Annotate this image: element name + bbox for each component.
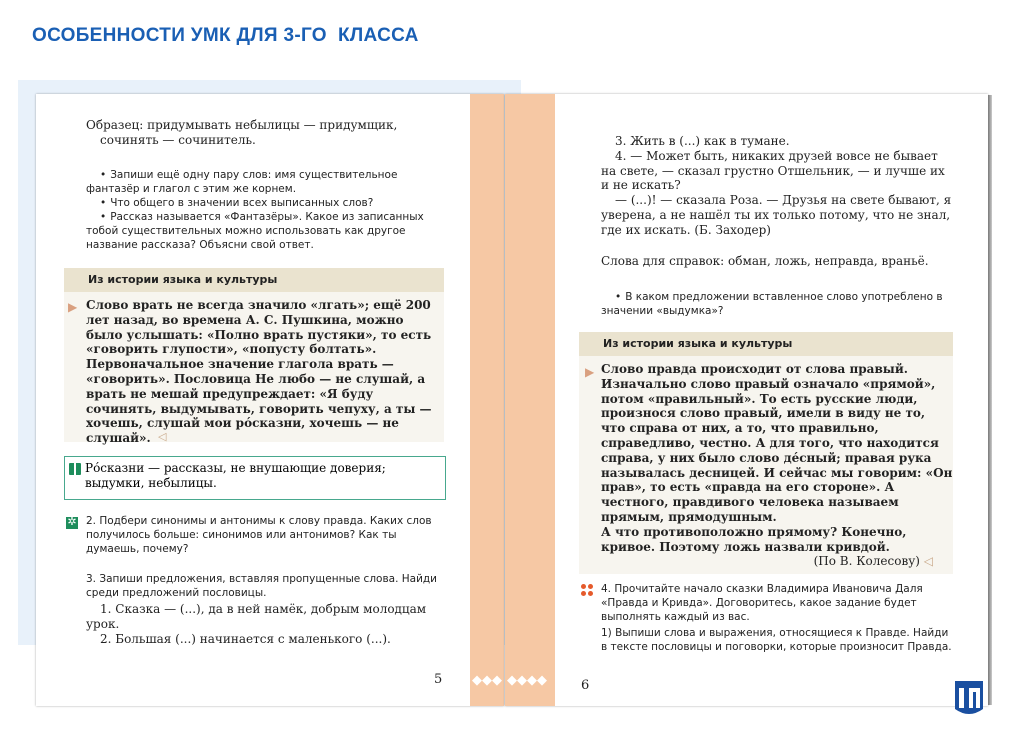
triangle-left-icon: ◁: [158, 430, 167, 443]
bullet-2: • Что общего в значении всех выписанных слов?: [86, 196, 444, 210]
publisher-logo-icon: [951, 679, 987, 719]
history-paragraph: Слово правда происходит от слова правый. Изначально слово правый означало «прямой», потом «правильный». То есть русские люди, произнося слово правый, имели в виду не то, что справа от них, а то, что правильно, справедливо, честно. А для того, что находится справа, у них было слово дéсный; правая рука называлась десницей. И сейчас мы говорим: «Он прав», то есть «правда на его стороне». А честного, правдивого человека называем прямым, прямодушным.: [601, 362, 953, 524]
arrow-right-icon: ▶: [68, 300, 78, 314]
page-number: 6: [581, 678, 590, 693]
bullets-block: [86, 168, 444, 252]
history-heading-band: [64, 268, 444, 292]
bullet-question: [601, 290, 953, 318]
page-number: 5: [434, 672, 443, 687]
task-4-sub: 1) Выпиши слова и выражения, относящиеся к Правде. Найди в тексте пословицы и поговорки, которые произносит Правда.: [601, 627, 952, 653]
item-4: 4. — Может быть, никаких друзей вовсе не бывает на свете, — сказал грустно Отшельник, — и лучше их и не искать?: [601, 148, 945, 193]
task-2: 2. Подбери синонимы и антонимы к слову правда. Каких слов получилось больше: синонимов или антонимов? Как ты думаешь, почему?: [86, 515, 432, 555]
pair-work-icon: [581, 584, 595, 598]
history-source: [601, 554, 953, 569]
history-text: [601, 362, 953, 569]
items-block: [601, 134, 953, 238]
reference-words: Слова для справок: обман, ложь, неправда, враньё.: [601, 254, 929, 268]
page-edge-strip: [470, 94, 504, 706]
dictionary-text: Рóсказни — рассказы, не внушающие доверия; выдумки, небылицы.: [85, 461, 386, 490]
item-3: 3. Жить в (...) как в тумане.: [615, 134, 790, 148]
history-paragraph-2: А что противоположно прямому? Конечно, кривое. Поэтому ложь назвали кривдой.: [601, 524, 907, 554]
textbook-page-right: [505, 94, 988, 706]
source-text: (По В. Колесову): [813, 554, 920, 569]
dictionary-box: [64, 456, 446, 500]
task-4: 4. Прочитайте начало сказки Владимира Ивановича Даля «Правда и Кривда». Договоритесь, какое задание будет выполнять каждый из вас.: [601, 583, 923, 623]
history-heading-band: [579, 332, 953, 356]
book-icon: [69, 463, 81, 475]
triangle-left-icon: ◁: [923, 554, 933, 569]
bullet-1: • Запиши ещё одну пару слов: имя существительное фантазёр и глагол с этим же корнем.: [86, 168, 444, 196]
task-3-items: [86, 602, 444, 646]
page-edge-strip: [505, 94, 555, 706]
diamond-ornament: ◆◆◆: [472, 673, 502, 688]
task-3-item-1: 1. Сказка — (...), да в ней намёк, добрым молодцам урок.: [86, 602, 427, 631]
slide-title: ОСОБЕННОСТИ УМК ДЛЯ 3-ГО КЛАССА: [32, 25, 419, 46]
task-3-item-2: 2. Большая (...) начинается с маленького (...).: [100, 631, 391, 646]
history-paragraph: Слово врать не всегда значило «лгать»; ещё 200 лет назад, во времена А. С. Пушкина, можно было услышать: «Полно врать пустяки», то есть «говорить глупости», «попусту болтать». Первоначальное значение глагола врать — «говорить». Пословица Не любо — не слушай, а врать не мешай предупреждает: «Я буду сочинять, выдумывать, говорить чепуху, а ты — хочешь, слушай мои рóсказни, хочешь — не слушай».: [86, 298, 432, 446]
bullet-3: • Рассказ называется «Фантазёры». Какое из записанных тобой существительных можно использовать как другое название рассказа? Объясни свой ответ.: [86, 210, 444, 252]
item-4-cont: — (...)! — сказала Роза. — Друзья на свете бывают, я уверена, а не нашёл ты их только потому, что не знал, где их искать. (Б. Заходер): [601, 193, 952, 237]
task-3: 3. Запиши предложения, вставляя пропущенные слова. Найди среди предложений пословицы.: [86, 573, 437, 599]
task-icon: [66, 517, 78, 529]
sample-line-2: сочинять — сочинитель.: [100, 132, 256, 147]
diamond-ornament: ◆◆◆◆: [507, 673, 547, 688]
history-heading: Из истории языка и культуры: [88, 273, 278, 286]
textbook-page-left: [36, 94, 504, 706]
history-heading: Из истории языка и культуры: [603, 337, 793, 350]
page-shadow: [988, 95, 992, 705]
sample-block: [86, 118, 444, 148]
arrow-right-icon: ▶: [585, 365, 595, 379]
bullet-question-text: • В каком предложении вставленное слово употреблено в значении «выдумка»?: [601, 290, 953, 318]
history-text: [86, 298, 444, 446]
sample-line-1: Образец: придумывать небылицы — придумщик,: [86, 118, 398, 132]
